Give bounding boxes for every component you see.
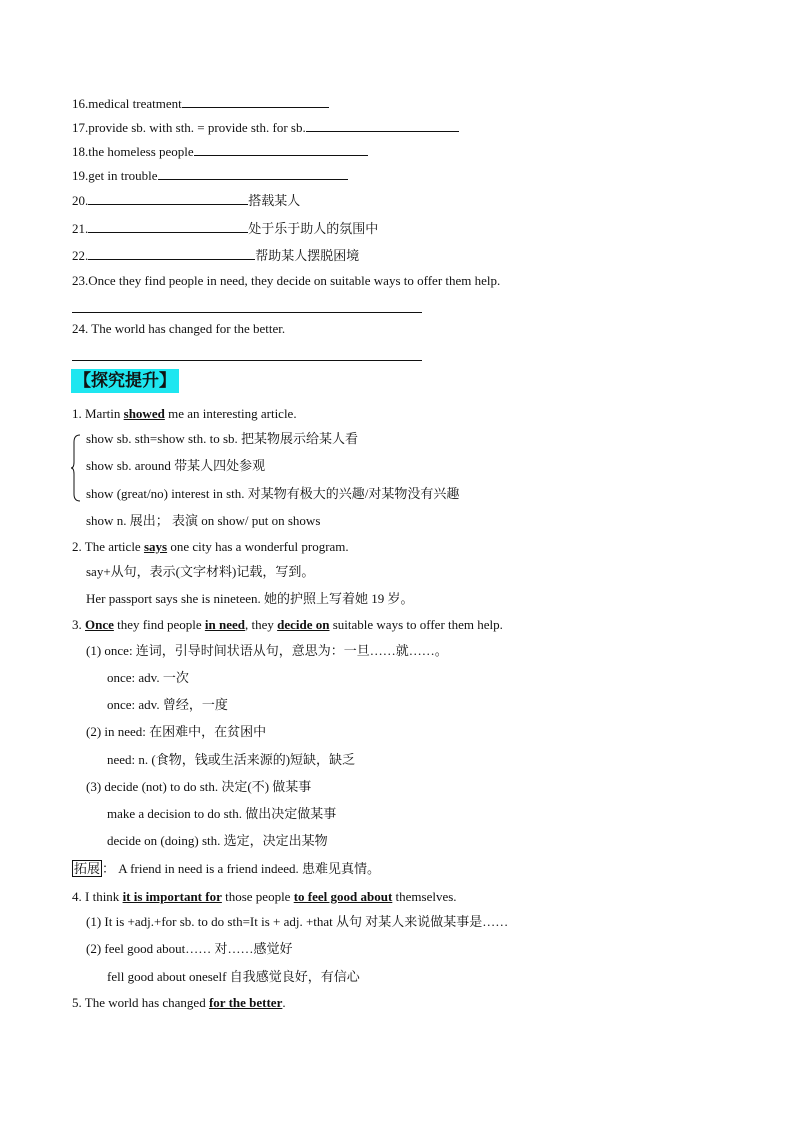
point-3-line-5: need: n. (食物，钱或生活来源的)短缺，缺乏 bbox=[107, 752, 356, 767]
point-2-sentence bbox=[72, 538, 349, 556]
point-2-c: one city has a wonderful program. bbox=[167, 539, 349, 554]
item-17 bbox=[72, 118, 459, 137]
point-3-key-once: Once bbox=[85, 617, 114, 632]
point-1-key-showed: showed bbox=[123, 406, 165, 421]
point-3-sentence bbox=[72, 616, 503, 634]
point-4-e: themselves. bbox=[392, 889, 457, 904]
point-1-line-3: show (great/no) interest in sth. 对某物有极大的兴趣/对某物没有兴趣 bbox=[86, 486, 460, 501]
point-3-line-8: decide on (doing) sth. 选定，决定出某物 bbox=[107, 833, 328, 848]
item-22-text: 帮助某人摆脱困境 bbox=[255, 248, 360, 263]
point-3-key-in-need: in need bbox=[204, 617, 245, 632]
item-17-blank[interactable] bbox=[306, 118, 459, 132]
item-23-answer-line[interactable] bbox=[72, 312, 422, 313]
brace-icon bbox=[71, 434, 81, 502]
point-2-a: 2. The article bbox=[72, 539, 144, 554]
item-21 bbox=[72, 219, 378, 238]
point-2-key-says: says bbox=[143, 539, 168, 554]
extension-label: 拓展 bbox=[74, 861, 101, 876]
item-18 bbox=[72, 142, 368, 161]
item-21-blank[interactable] bbox=[88, 219, 248, 233]
point-3-line-7: make a decision to do sth. 做出决定做某事 bbox=[107, 806, 337, 821]
item-19-blank[interactable] bbox=[158, 166, 348, 180]
item-16-text: 16.medical treatment bbox=[72, 96, 182, 111]
point-5-a: 5. The world has changed bbox=[72, 995, 209, 1010]
point-1-c: me an interesting article. bbox=[164, 406, 297, 421]
item-24-answer-line[interactable] bbox=[72, 360, 422, 361]
point-1-line-2: show sb. around 带某人四处参观 bbox=[86, 458, 266, 473]
item-21-num: 21. bbox=[72, 221, 89, 236]
point-4-c: those people bbox=[221, 889, 294, 904]
point-4-line-1: (1) It is +adj.+for sb. to do sth=It is + adj. +that 从句 对某人来说做某事是…… bbox=[86, 914, 509, 929]
point-3-key-decide-on: decide on bbox=[277, 617, 330, 632]
item-24 bbox=[72, 320, 285, 338]
point-2-line-2: Her passport says she is nineteen. 她的护照上写着她 19 岁。 bbox=[86, 591, 414, 606]
point-5-c: . bbox=[282, 995, 286, 1010]
item-22-blank[interactable] bbox=[88, 246, 255, 260]
point-3-line-2: once: adv. 一次 bbox=[107, 670, 189, 685]
point-2-line-1: say+从句，表示(文字材料)记载，写到。 bbox=[86, 564, 315, 579]
point-1-sentence bbox=[72, 405, 297, 423]
item-18-blank[interactable] bbox=[194, 142, 368, 156]
point-4-line-3: fell good about oneself 自我感觉良好，有信心 bbox=[107, 969, 360, 984]
item-20-text: 搭载某人 bbox=[248, 193, 301, 208]
point-3-line-1: (1) once: 连词，引导时间状语从句，意思为：一旦……就……。 bbox=[86, 643, 448, 658]
point-4-a: 4. I think bbox=[72, 889, 123, 904]
point-3-g: suitable ways to offer them help. bbox=[329, 617, 503, 632]
point-3-c: they find people bbox=[113, 617, 205, 632]
point-1-line-1: show sb. sth=show sth. to sb. 把某物展示给某人看 bbox=[86, 431, 359, 446]
point-3-line-4: (2) in need: 在困难中，在贫困中 bbox=[86, 724, 267, 739]
point-3-extension bbox=[72, 860, 380, 878]
item-18-text: 18.the homeless people bbox=[72, 144, 194, 159]
item-20-blank[interactable] bbox=[88, 191, 248, 205]
extension-text: ： A friend in need is a friend indeed. 患难见真情。 bbox=[102, 861, 381, 876]
item-21-text: 处于乐于助人的氛围中 bbox=[248, 221, 379, 236]
point-4-key-important: it is important for bbox=[122, 889, 222, 904]
point-3-e: , they bbox=[244, 617, 278, 632]
point-4-line-2: (2) feel good about…… 对……感觉好 bbox=[86, 941, 293, 956]
item-19-text: 19.get in trouble bbox=[72, 168, 158, 183]
item-22-num: 22. bbox=[72, 248, 89, 263]
point-3-a: 3. bbox=[72, 617, 85, 632]
point-1-a: 1. Martin bbox=[72, 406, 124, 421]
item-23-text: 23.Once they find people in need, they decide on suitable ways to offer them help. bbox=[72, 273, 501, 288]
point-5-key-for-the-better: for the better bbox=[208, 995, 283, 1010]
item-22 bbox=[72, 246, 359, 265]
point-3-line-3: once: adv. 曾经，一度 bbox=[107, 697, 228, 712]
item-20 bbox=[72, 191, 300, 210]
point-5-sentence bbox=[72, 994, 286, 1012]
item-24-text: 24. The world has changed for the better. bbox=[72, 321, 286, 336]
point-4-key-feel-good: to feel good about bbox=[293, 889, 393, 904]
point-4-sentence bbox=[72, 888, 457, 906]
point-3-line-6: (3) decide (not) to do sth. 决定(不) 做某事 bbox=[86, 779, 312, 794]
section-heading: 【探究提升】 bbox=[71, 369, 179, 393]
item-19 bbox=[72, 166, 348, 185]
item-20-num: 20. bbox=[72, 193, 89, 208]
point-1-line-4: show n. 展出； 表演 on show/ put on shows bbox=[86, 513, 321, 528]
item-16 bbox=[72, 94, 329, 113]
item-23 bbox=[72, 272, 500, 290]
item-16-blank[interactable] bbox=[182, 94, 329, 108]
item-17-text: 17.provide sb. with sth. = provide sth. for sb. bbox=[72, 120, 306, 135]
